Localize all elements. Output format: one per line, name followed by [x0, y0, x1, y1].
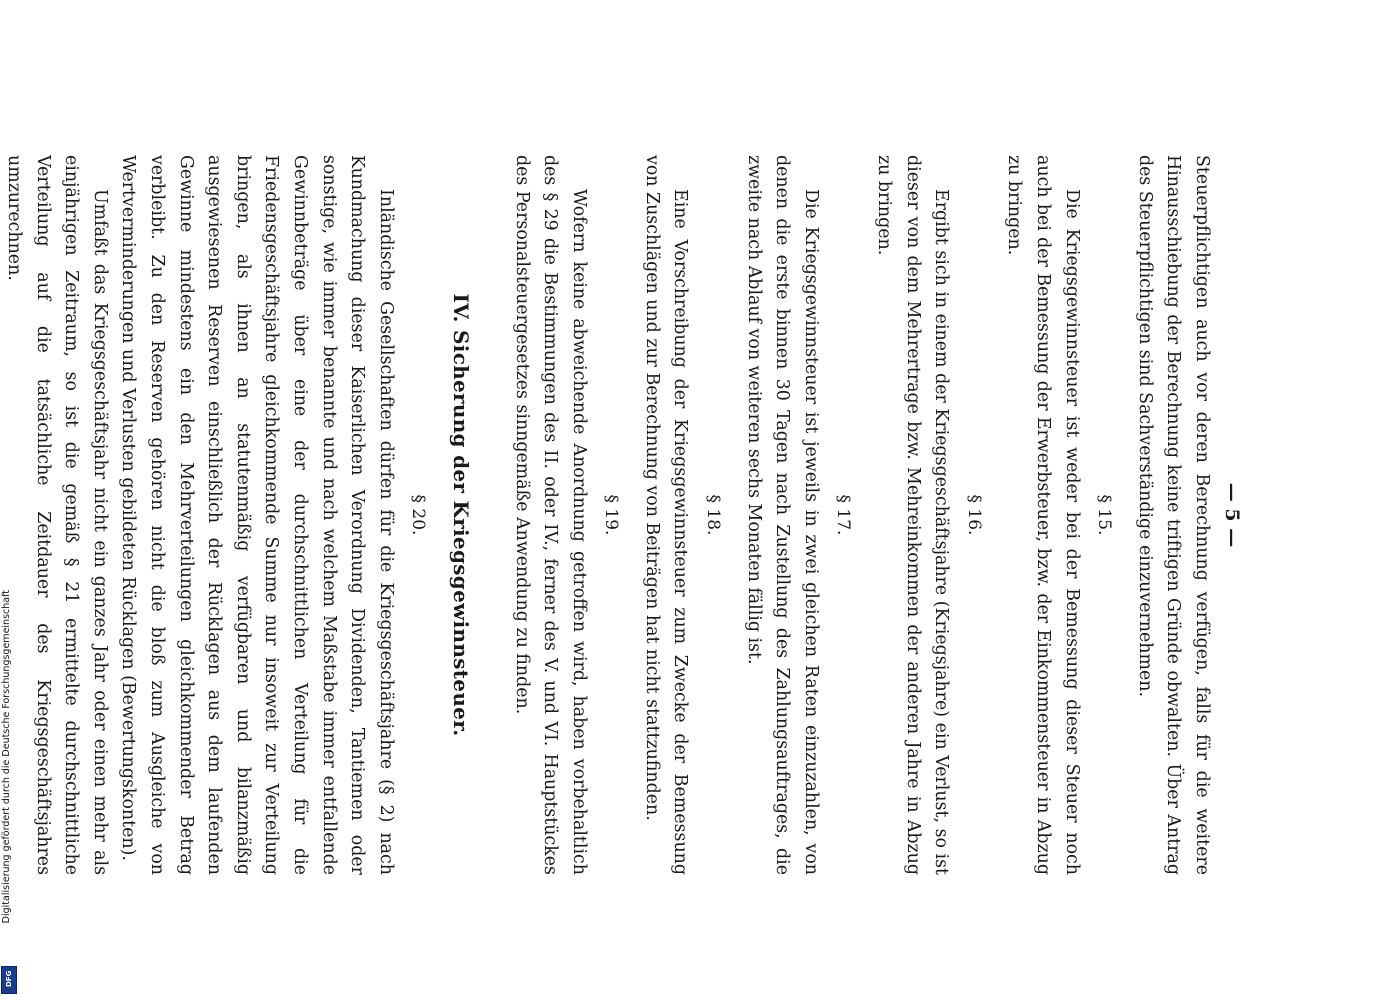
- section-15-title: § 15.: [1094, 494, 1115, 536]
- section-16-text: Ergibt sich in einem der Kriegsgeschäftsjahre (Kriegsjahre) ein Verlust, so ist dieser von dem Mehrertrage bzw. Mehreinkommen der anderen Jahre in Abzug zu bringen.: [874, 155, 952, 875]
- dfg-logo-text: DFG: [5, 970, 13, 987]
- page-number: — 5 —: [1221, 482, 1243, 548]
- section-18-title: § 18.: [703, 494, 724, 536]
- section-19-title: § 19.: [601, 494, 622, 536]
- section-15-text: Die Kriegsgewinnsteuer ist weder bei der Bemessung dieser Steuer noch auch bei der Bemessung der Erwerbsteuer, bzw. der Einkommensteuer in Abzug zu bringen.: [1004, 155, 1082, 875]
- section-16-title: § 16.: [963, 494, 984, 536]
- digitization-sidebar: [0, 0, 16, 1000]
- section-17-title: § 17.: [833, 494, 854, 536]
- chapter-heading: IV. Sicherung der Kriegsgewinnsteuer.: [448, 293, 473, 737]
- section-20-text-1: Inländische Gesellschaften dürfen für die Kriegsgeschäftsjahre (§ 2) nach Kundmachung dieser Kaiserlichen Verordnung Dividenden, Tantiemen oder sonstige, wie immer benannte und nach welchem Maßstabe immer entfallende Gewinnbeträge über eine der durchschnittlichen Verteilung für die Friedensgeschäftsjahre gleichkommende Summe nur insoweit zur Verteilung bringen, als ihnen an statutenmäßig verfügbaren und bilanzmäßig ausgewiesenen Reserven einschließlich der Rücklagen aus dem laufenden Gewinne mindestens ein den Mehrverteilungen gleichkommender Betrag verbleibt. Zu den Reserven gehören nicht die bloß zum Ausgleiche von Wertverminderungen und Verlusten gebildeten Rücklagen (Bewertungskonten).: [118, 155, 396, 875]
- section-20-text-2: Umfaßt das Kriegsgeschäftsjahr nicht ein ganzes Jahr oder einen mehr als einjährigen Zeitraum, so ist die gemäß § 21 ermittelte durchschnittliche Verteilung auf die tatsächliche Zeitdauer des Kriegsgeschäftsjahres umzurechnen.: [4, 155, 110, 875]
- section-18-text: Eine Vorschreibung der Kriegsgewinnsteuer zum Zwecke der Bemessung von Zuschlägen und zur Berechnung von Beiträgen hat nicht stattzufinden.: [641, 155, 691, 875]
- section-19-text: Wofern keine abweichende Anordnung getroffen wird, haben vorbehaltlich des § 29 die Bestimmungen des II. oder IV., ferner des V. und VI. Hauptstückes des Personalsteuergesetzes sinngemäße Anwendung zu finden.: [511, 155, 589, 875]
- section-17-text: Die Kriegsgewinnsteuer ist jeweils in zwei gleichen Raten einzuzahlen, von denen die erste binnen 30 Tagen nach Zustellung des Zahlungsauftrages, die zweite nach Ablauf von weiteren sechs Monaten fällig ist.: [743, 155, 821, 875]
- section-20-title: § 20.: [408, 494, 429, 536]
- dfg-logo-icon: [1, 966, 17, 994]
- digitization-credit: Digitalisierung gefördert durch die Deutsche Forschungsgemeinschaft: [1, 590, 12, 924]
- intro-paragraph: Steuerpflichtigen auch vor deren Berechnung verfügen, falls für die weitere Hinausschiebung der Berechnung keine triftigen Gründe obwalten. Über Antrag des Steuerpflichtigen sind Sachverständige einzuvernehmen.: [1134, 155, 1212, 875]
